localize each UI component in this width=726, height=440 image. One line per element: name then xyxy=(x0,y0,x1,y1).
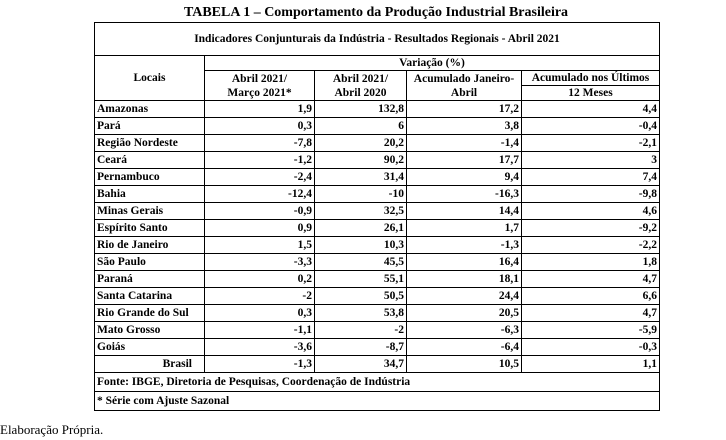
row-v1: -2,4 xyxy=(205,169,315,186)
row-v2: 45,5 xyxy=(315,254,407,271)
row-v1: -7,8 xyxy=(205,135,315,152)
data-table xyxy=(94,22,660,411)
row-v3: -6,3 xyxy=(407,322,522,339)
table-row xyxy=(95,220,660,237)
table-row xyxy=(95,254,660,271)
row-v1: 0,2 xyxy=(205,271,315,288)
row-v1: -2 xyxy=(205,288,315,305)
row-v3: -1,3 xyxy=(407,237,522,254)
row-local: Ceará xyxy=(95,152,205,169)
row-v4: -2,1 xyxy=(522,135,660,152)
row-v1: -1,1 xyxy=(205,322,315,339)
row-v1: -1,2 xyxy=(205,152,315,169)
row-v3: 1,7 xyxy=(407,220,522,237)
row-v3: 24,4 xyxy=(407,288,522,305)
table-row xyxy=(95,135,660,152)
row-local: Bahia xyxy=(95,186,205,203)
row-v4: -9,2 xyxy=(522,220,660,237)
row-v2: 90,2 xyxy=(315,152,407,169)
row-v4: 3 xyxy=(522,152,660,169)
row-local: Rio Grande do Sul xyxy=(95,305,205,322)
row-local: Minas Gerais xyxy=(95,203,205,220)
row-v2: 26,1 xyxy=(315,220,407,237)
row-v3: 9,4 xyxy=(407,169,522,186)
row-v4: -2,2 xyxy=(522,237,660,254)
row-v2: 32,5 xyxy=(315,203,407,220)
table-row xyxy=(95,288,660,305)
header-col2-line1: Abril 2021/ xyxy=(332,72,389,85)
row-v1: 0,3 xyxy=(205,305,315,322)
table-row xyxy=(95,101,660,118)
row-v4: 6,6 xyxy=(522,288,660,305)
row-local: Santa Catarina xyxy=(95,288,205,305)
header-col4-line2: 12 Meses xyxy=(522,86,660,101)
table-row-total xyxy=(95,356,660,373)
row-v2: -2 xyxy=(315,322,407,339)
header-col2 xyxy=(315,71,407,101)
table-row xyxy=(95,237,660,254)
row-v4: 4,7 xyxy=(522,305,660,322)
table-row xyxy=(95,118,660,135)
row-v1: -12,4 xyxy=(205,186,315,203)
table-container xyxy=(94,22,659,411)
row-v1: -0,9 xyxy=(205,203,315,220)
table-title: TABELA 1 – Comportamento da Produção Industrial Brasileira xyxy=(183,5,569,20)
row-v3: -16,3 xyxy=(407,186,522,203)
total-v3: 10,5 xyxy=(407,356,522,373)
total-v4: 1,1 xyxy=(522,356,660,373)
table-row xyxy=(95,169,660,186)
row-v1: -3,3 xyxy=(205,254,315,271)
row-v1: 1,5 xyxy=(205,237,315,254)
table-source: Fonte: IBGE, Diretoria de Pesquisas, Coordenação de Indústria xyxy=(95,373,660,392)
row-v2: -10 xyxy=(315,186,407,203)
row-v2: 50,5 xyxy=(315,288,407,305)
row-v3: -6,4 xyxy=(407,339,522,356)
total-local: Brasil xyxy=(95,356,205,373)
row-v3: -1,4 xyxy=(407,135,522,152)
table-footnote: * Série com Ajuste Sazonal xyxy=(95,392,660,411)
row-v3: 14,4 xyxy=(407,203,522,220)
row-local: Região Nordeste xyxy=(95,135,205,152)
row-local: Paraná xyxy=(95,271,205,288)
row-v2: -8,7 xyxy=(315,339,407,356)
table-row xyxy=(95,203,660,220)
credit-note: Elaboração Própria. xyxy=(0,422,104,437)
row-v4: -0,3 xyxy=(522,339,660,356)
row-v2: 132,8 xyxy=(315,101,407,118)
row-v1: 1,9 xyxy=(205,101,315,118)
row-v2: 53,8 xyxy=(315,305,407,322)
row-local: Goiás xyxy=(95,339,205,356)
row-local: Espírito Santo xyxy=(95,220,205,237)
header-variacao: Variação (%) xyxy=(205,56,660,71)
row-v4: -0,4 xyxy=(522,118,660,135)
row-v1: 0,3 xyxy=(205,118,315,135)
header-locais: Locais xyxy=(95,56,205,101)
table-row xyxy=(95,305,660,322)
total-v1: -1,3 xyxy=(205,356,315,373)
header-col2-line2: Abril 2020 xyxy=(334,86,387,99)
row-v4: 4,7 xyxy=(522,271,660,288)
row-v1: 0,9 xyxy=(205,220,315,237)
header-col1-line2: Março 2021* xyxy=(227,86,292,99)
row-local: Pará xyxy=(95,118,205,135)
row-v2: 55,1 xyxy=(315,271,407,288)
header-col1-line1: Abril 2021/ xyxy=(231,72,288,85)
row-v3: 16,4 xyxy=(407,254,522,271)
row-local: Pernambuco xyxy=(95,169,205,186)
table-row xyxy=(95,152,660,169)
row-v3: 17,7 xyxy=(407,152,522,169)
table-row xyxy=(95,322,660,339)
table-row xyxy=(95,339,660,356)
row-v3: 18,1 xyxy=(407,271,522,288)
header-col3-line2: Abril xyxy=(450,86,478,99)
row-v2: 6 xyxy=(315,118,407,135)
row-local: São Paulo xyxy=(95,254,205,271)
row-v2: 10,3 xyxy=(315,237,407,254)
row-local: Rio de Janeiro xyxy=(95,237,205,254)
header-col3-line1: Acumulado Janeiro- xyxy=(413,72,515,85)
total-v2: 34,7 xyxy=(315,356,407,373)
row-v3: 20,5 xyxy=(407,305,522,322)
row-v2: 20,2 xyxy=(315,135,407,152)
row-v3: 3,8 xyxy=(407,118,522,135)
table-row xyxy=(95,186,660,203)
table-subtitle: Indicadores Conjunturais da Indústria - Resultados Regionais - Abril 2021 xyxy=(95,23,660,56)
row-v4: 1,8 xyxy=(522,254,660,271)
row-v1: -3,6 xyxy=(205,339,315,356)
row-v4: 4,4 xyxy=(522,101,660,118)
row-v4: 7,4 xyxy=(522,169,660,186)
row-v3: 17,2 xyxy=(407,101,522,118)
table-row xyxy=(95,271,660,288)
row-v4: -9,8 xyxy=(522,186,660,203)
header-col3 xyxy=(407,71,522,101)
header-col1 xyxy=(205,71,315,101)
row-v4: 4,6 xyxy=(522,203,660,220)
row-v4: -5,9 xyxy=(522,322,660,339)
row-local: Mato Grosso xyxy=(95,322,205,339)
row-v2: 31,4 xyxy=(315,169,407,186)
header-col4-line1: Acumulado nos Últimos xyxy=(522,71,660,86)
row-local: Amazonas xyxy=(95,101,205,118)
